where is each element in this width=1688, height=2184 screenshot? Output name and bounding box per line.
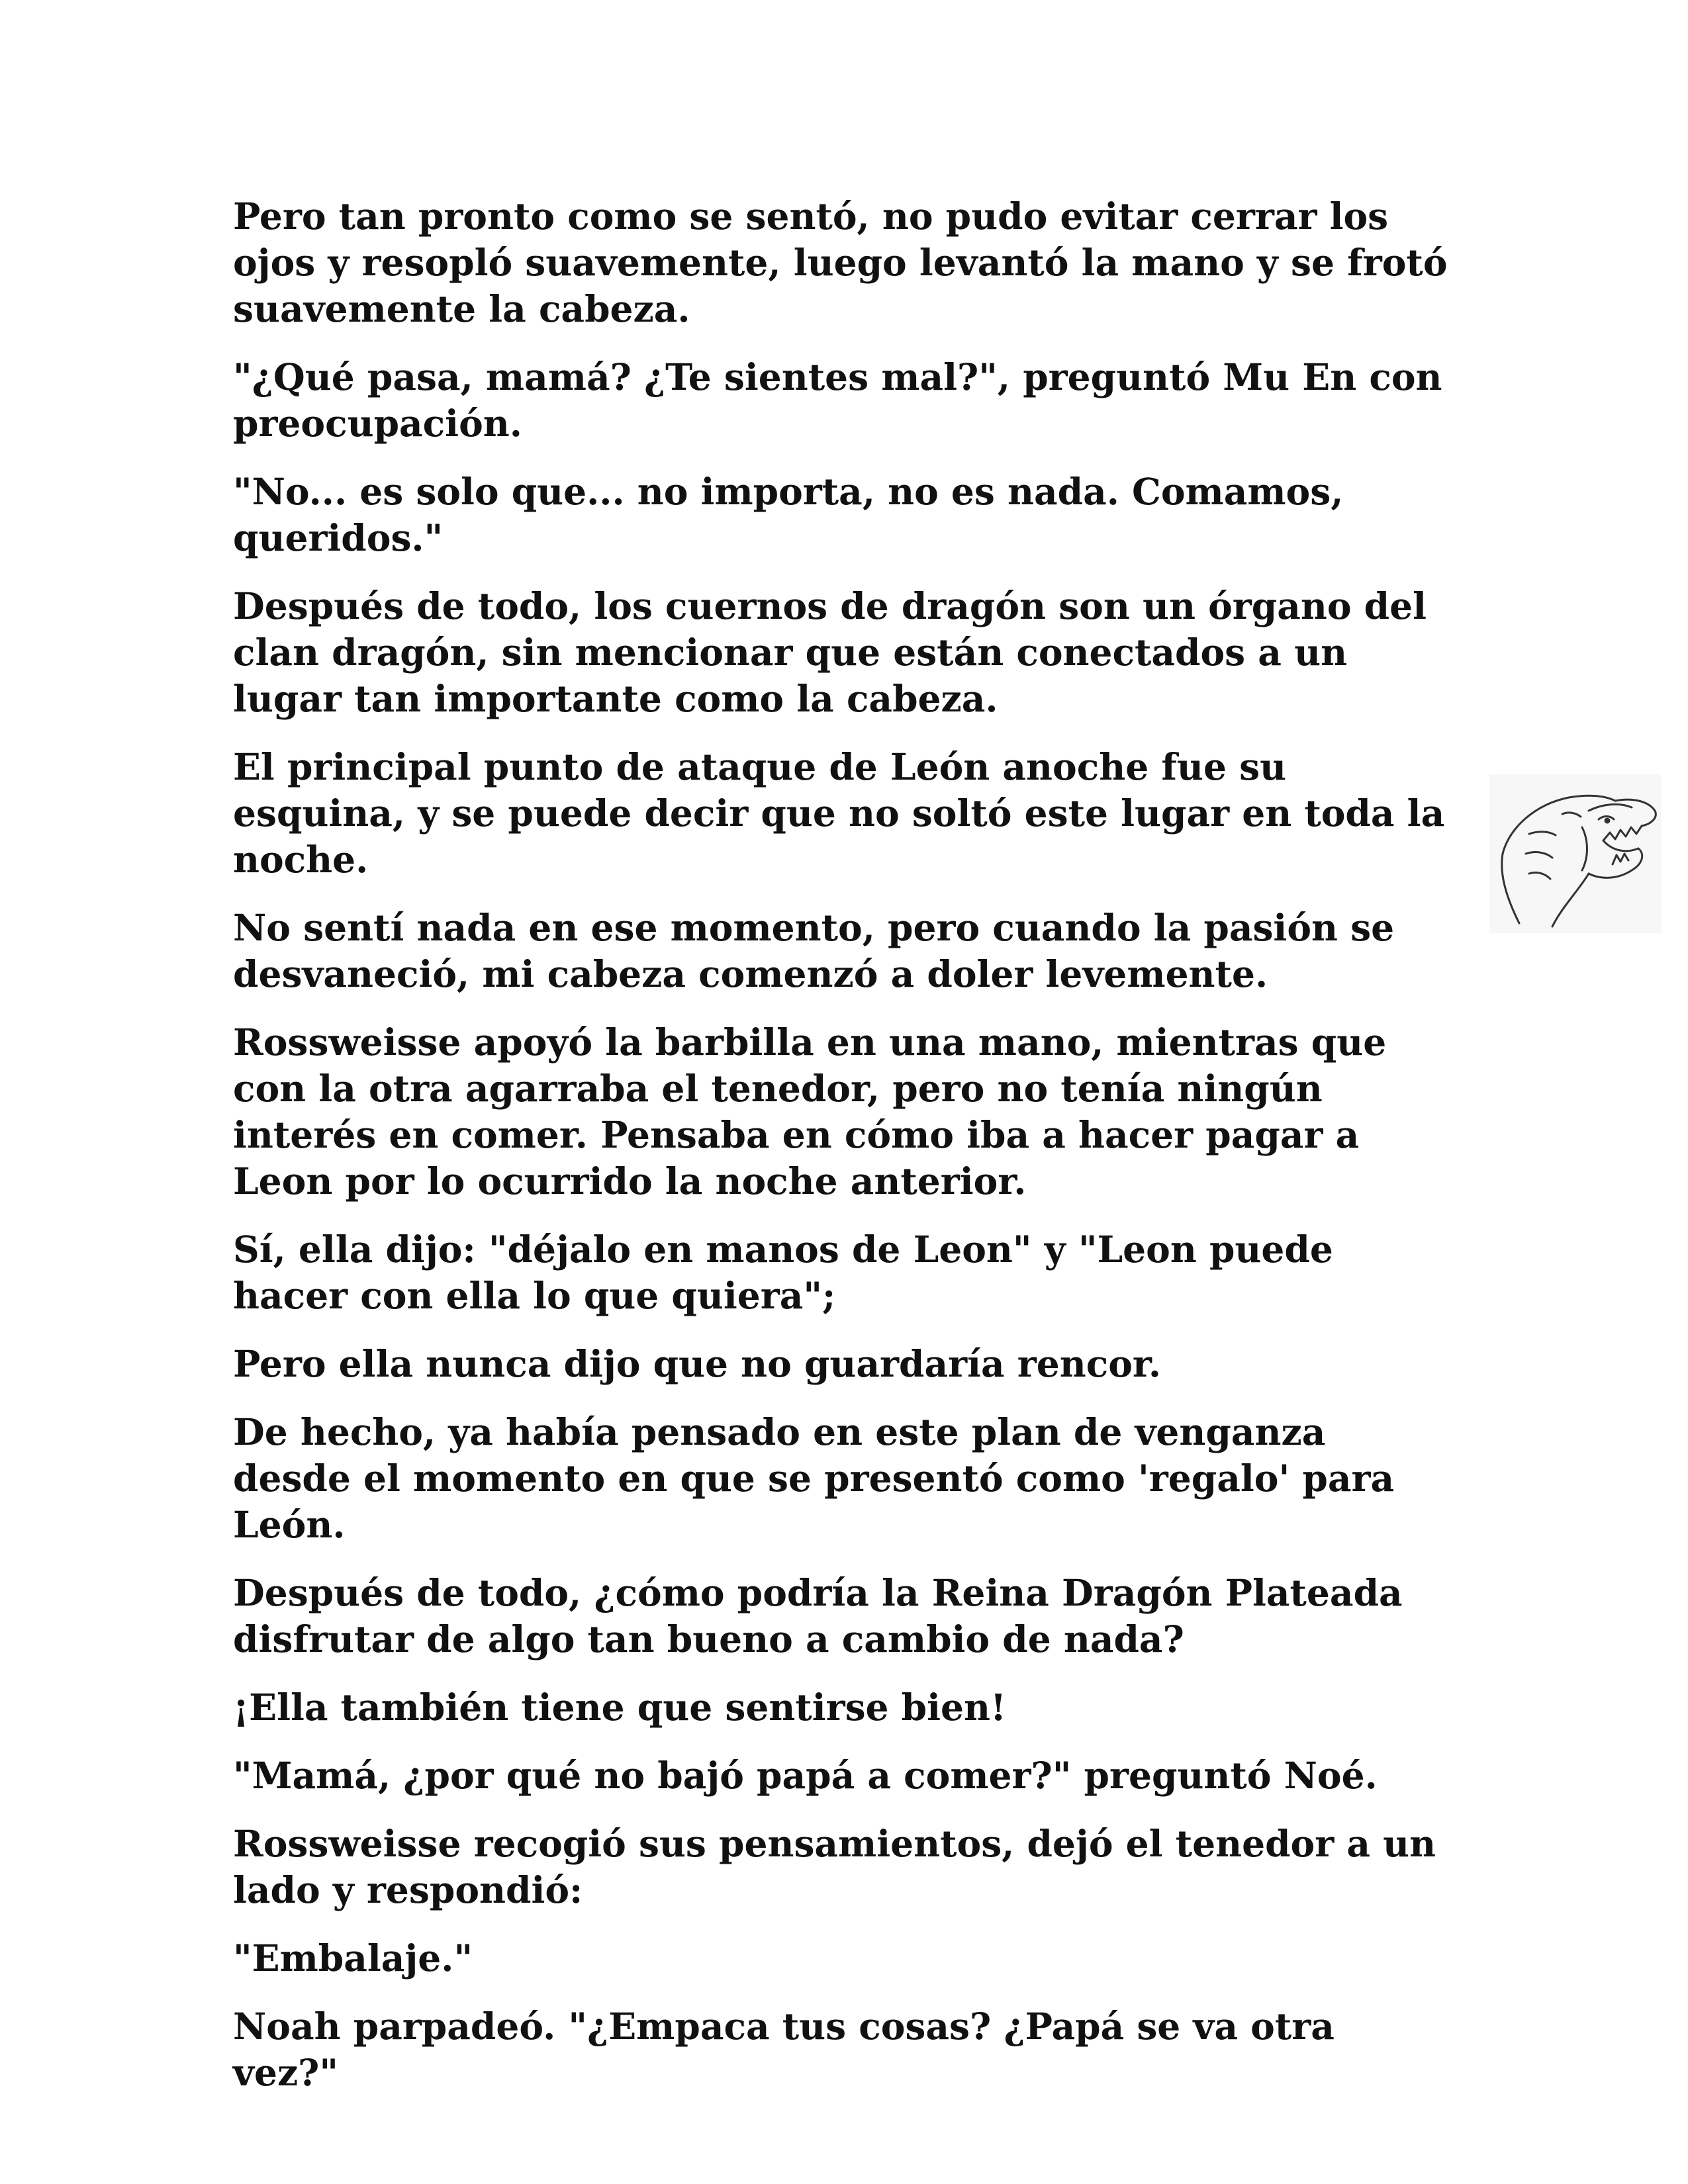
paragraph-9: Pero ella nunca dijo que no guardaría rencor. bbox=[233, 1342, 1161, 1385]
paragraph-13: "Mamá, ¿por qué no bajó papá a comer?" preguntó Noé. bbox=[233, 1754, 1378, 1797]
paragraph-4: Después de todo, los cuernos de dragón son un órgano del clan dragón, sin mencionar que están conectados a un lugar tan importante como la cabeza. bbox=[233, 584, 1427, 720]
paragraph-2: "¿Qué pasa, mamá? ¿Te sientes mal?", preguntó Mu En con preocupación. bbox=[233, 355, 1442, 445]
dinosaur-head-sketch-icon bbox=[1489, 774, 1662, 933]
paragraph-11: Después de todo, ¿cómo podría la Reina Dragón Plateada disfrutar de algo tan bueno a cambio de nada? bbox=[233, 1571, 1403, 1661]
paragraph-14: Rossweisse recogió sus pensamientos, dejó el tenedor a un lado y respondió: bbox=[233, 1822, 1436, 1911]
paragraph-7: Rossweisse apoyó la barbilla en una mano, mientras que con la otra agarraba el tenedor, pero no tenía ningún interés en comer. Pensaba en cómo iba a hacer pagar a Leon por lo ocurrido la noche anterior. bbox=[233, 1021, 1387, 1203]
paragraph-1: Pero tan pronto como se sentó, no pudo evitar cerrar los ojos y resopló suavemente, luego levantó la mano y se frotó suavemente la cabeza. bbox=[233, 195, 1448, 330]
paragraph-3: "No... es solo que... no importa, no es nada. Comamos, queridos." bbox=[233, 470, 1344, 559]
paragraph-6: No sentí nada en ese momento, pero cuando la pasión se desvaneció, mi cabeza comenzó a doler levemente. bbox=[233, 906, 1395, 995]
story-text bbox=[233, 193, 1451, 2118]
paragraph-5: El principal punto de ataque de León anoche fue su esquina, y se puede decir que no soltó este lugar en toda la noche. bbox=[233, 745, 1445, 881]
paragraph-10: De hecho, ya había pensado en este plan de venganza desde el momento en que se presentó como 'regalo' para León. bbox=[233, 1410, 1395, 1546]
paragraph-16: Noah parpadeó. "¿Empaca tus cosas? ¿Papá se va otra vez?" bbox=[233, 2005, 1335, 2094]
paragraph-8: Sí, ella dijo: "déjalo en manos de Leon" y "Leon puede hacer con ella lo que quiera"; bbox=[233, 1228, 1333, 1317]
paragraph-15: "Embalaje." bbox=[233, 1936, 473, 1979]
paragraph-12: ¡Ella también tiene que sentirse bien! bbox=[233, 1686, 1007, 1729]
